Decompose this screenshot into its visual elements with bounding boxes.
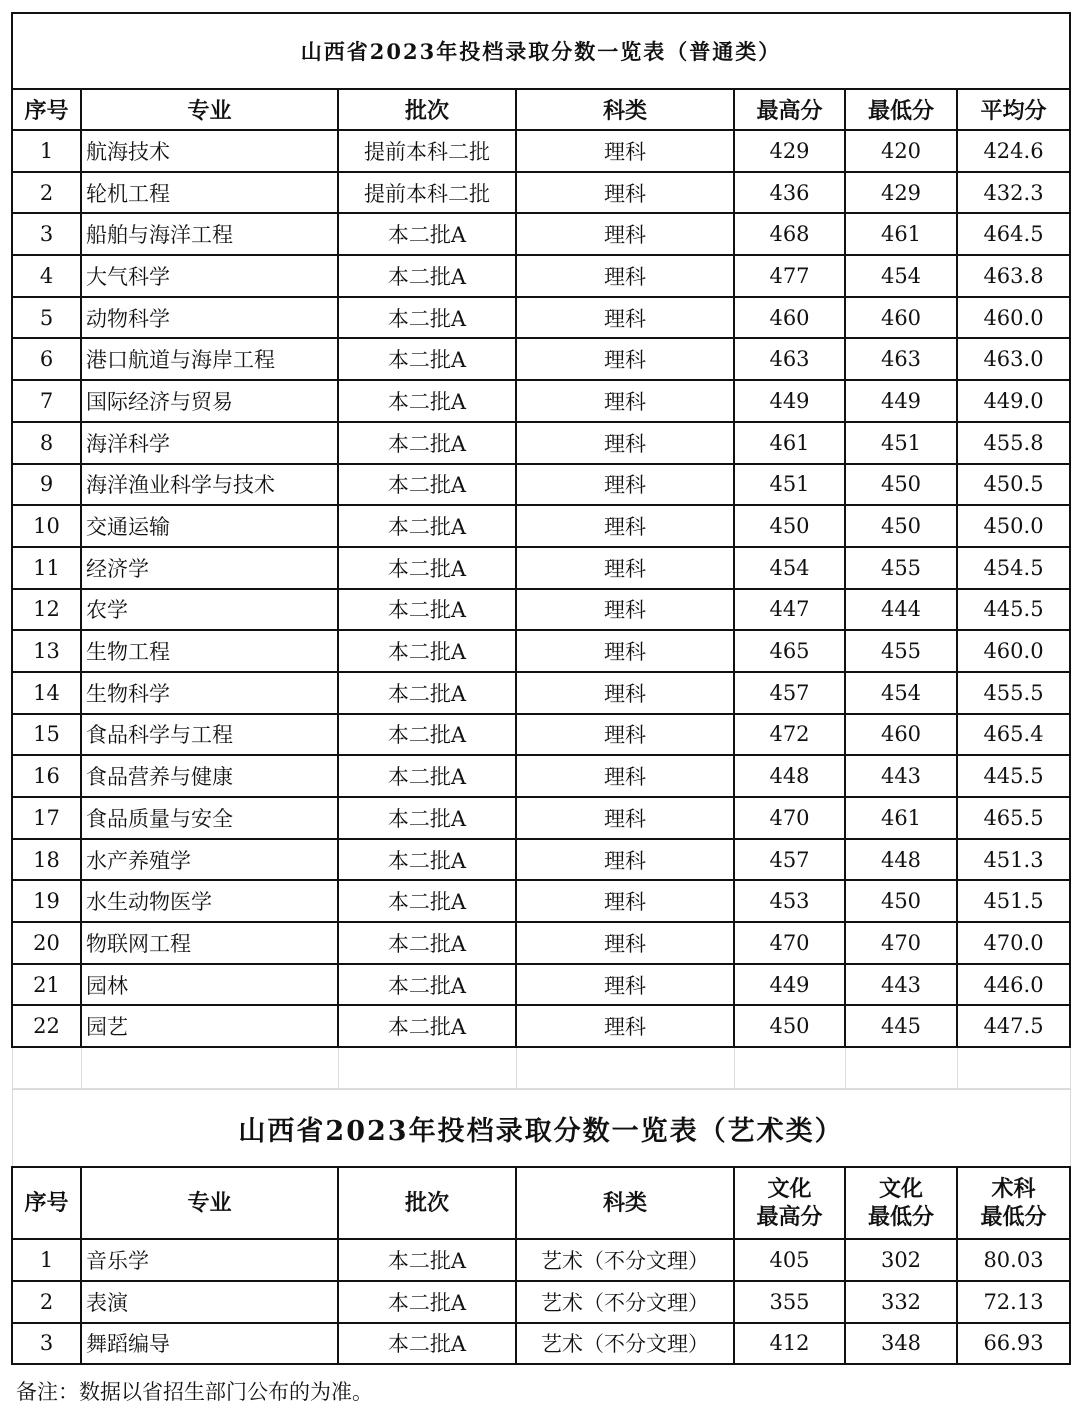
table-row [12, 797, 1070, 839]
table-cell: 461 [845, 213, 957, 255]
table-row [12, 630, 1070, 672]
table-cell: 10 [12, 505, 81, 547]
table-cell: 本二批A [338, 797, 516, 839]
table-cell: 429 [845, 172, 957, 214]
table-cell: 理科 [516, 630, 734, 672]
table-cell: 460 [734, 297, 845, 339]
table-cell: 424.6 [957, 130, 1070, 172]
table-row [12, 922, 1070, 964]
table-cell: 理科 [516, 505, 734, 547]
spreadsheet [11, 12, 1069, 1365]
table-cell: 本二批A [338, 672, 516, 714]
table-cell: 水产养殖学 [81, 839, 338, 881]
table-row [12, 380, 1070, 422]
table-cell: 理科 [516, 714, 734, 756]
table-cell: 水生动物医学 [81, 880, 338, 922]
table-row [12, 464, 1070, 506]
table-cell: 470.0 [957, 922, 1070, 964]
table-cell: 经济学 [81, 547, 338, 589]
table-row [12, 880, 1070, 922]
table-cell: 理科 [516, 1005, 734, 1047]
table-cell: 交通运输 [81, 505, 338, 547]
column-header: 科类 [516, 1167, 734, 1239]
table-cell: 17 [12, 797, 81, 839]
table-row [12, 1323, 1070, 1365]
table-cell: 455 [845, 630, 957, 672]
table-cell: 454 [734, 547, 845, 589]
table-cell: 432.3 [957, 172, 1070, 214]
table-cell: 450.5 [957, 464, 1070, 506]
table-cell: 465.5 [957, 797, 1070, 839]
table-cell: 本二批A [338, 1281, 516, 1323]
table-cell: 本二批A [338, 255, 516, 297]
column-header: 科类 [516, 89, 734, 130]
table-cell: 332 [845, 1281, 957, 1323]
table-cell: 理科 [516, 839, 734, 881]
table-row [12, 297, 1070, 339]
table-cell: 460.0 [957, 630, 1070, 672]
table-cell: 本二批A [338, 505, 516, 547]
table-cell: 理科 [516, 922, 734, 964]
table-cell: 2 [12, 172, 81, 214]
table-cell: 理科 [516, 589, 734, 631]
table-cell: 405 [734, 1239, 845, 1281]
art-score-table [11, 1089, 1071, 1365]
table-cell: 艺术（不分文理） [516, 1281, 734, 1323]
table-cell: 轮机工程 [81, 172, 338, 214]
table-header-row [12, 89, 1070, 130]
table-cell: 460 [845, 297, 957, 339]
table-cell: 470 [734, 922, 845, 964]
table-cell: 355 [734, 1281, 845, 1323]
table-cell: 理科 [516, 547, 734, 589]
table-cell: 本二批A [338, 922, 516, 964]
table-cell: 8 [12, 422, 81, 464]
table-cell: 本二批A [338, 714, 516, 756]
table-cell: 457 [734, 672, 845, 714]
table-cell: 3 [12, 213, 81, 255]
table-cell: 动物科学 [81, 297, 338, 339]
table-cell: 470 [845, 922, 957, 964]
spacer-row [12, 1047, 1070, 1089]
table-row [12, 547, 1070, 589]
table-cell: 463.0 [957, 338, 1070, 380]
column-header: 最低分 [845, 89, 957, 130]
table-cell: 理科 [516, 672, 734, 714]
table-cell: 食品营养与健康 [81, 755, 338, 797]
table-cell: 302 [845, 1239, 957, 1281]
table-cell: 463.8 [957, 255, 1070, 297]
column-header: 平均分 [957, 89, 1070, 130]
table-cell: 454 [845, 672, 957, 714]
table-cell: 提前本科二批 [338, 130, 516, 172]
table-cell: 理科 [516, 380, 734, 422]
table-cell: 理科 [516, 880, 734, 922]
column-header: 术科 最低分 [957, 1167, 1070, 1239]
table-cell: 429 [734, 130, 845, 172]
table-cell: 451.3 [957, 839, 1070, 881]
general-score-table [11, 12, 1071, 1089]
table-cell: 445 [845, 1005, 957, 1047]
table-cell: 449 [845, 380, 957, 422]
table-cell: 445.5 [957, 589, 1070, 631]
table-header-row [12, 1167, 1070, 1239]
table-cell: 7 [12, 380, 81, 422]
table-cell: 海洋渔业科学与技术 [81, 464, 338, 506]
column-header: 序号 [12, 1167, 81, 1239]
table-cell: 生物科学 [81, 672, 338, 714]
table-cell: 451.5 [957, 880, 1070, 922]
table-cell: 理科 [516, 338, 734, 380]
table-row [12, 964, 1070, 1006]
table-cell: 468 [734, 213, 845, 255]
table-cell: 450 [845, 880, 957, 922]
table-cell: 13 [12, 630, 81, 672]
table-cell: 理科 [516, 797, 734, 839]
table-cell: 本二批A [338, 630, 516, 672]
column-header: 文化 最高分 [734, 1167, 845, 1239]
table-cell: 449 [734, 964, 845, 1006]
table-row [12, 672, 1070, 714]
table-cell: 451 [734, 464, 845, 506]
table-row [12, 422, 1070, 464]
table-cell: 6 [12, 338, 81, 380]
table-cell: 436 [734, 172, 845, 214]
table-cell: 提前本科二批 [338, 172, 516, 214]
table-row [12, 714, 1070, 756]
table-row [12, 172, 1070, 214]
table-row [12, 1005, 1070, 1047]
column-header: 文化 最低分 [845, 1167, 957, 1239]
column-header: 最高分 [734, 89, 845, 130]
table-cell: 465.4 [957, 714, 1070, 756]
table-cell: 本二批A [338, 297, 516, 339]
table-cell: 444 [845, 589, 957, 631]
table-cell: 本二批A [338, 589, 516, 631]
table-row [12, 1281, 1070, 1323]
table-cell: 448 [734, 755, 845, 797]
table-cell: 461 [845, 797, 957, 839]
table-row [12, 130, 1070, 172]
table-cell: 本二批A [338, 338, 516, 380]
table-cell: 449 [734, 380, 845, 422]
table-cell: 本二批A [338, 547, 516, 589]
table-cell: 理科 [516, 130, 734, 172]
table-cell: 大气科学 [81, 255, 338, 297]
table-cell: 18 [12, 839, 81, 881]
table-cell: 1 [12, 1239, 81, 1281]
table-cell: 国际经济与贸易 [81, 380, 338, 422]
table-cell: 4 [12, 255, 81, 297]
table-cell: 港口航道与海岸工程 [81, 338, 338, 380]
table-row [12, 1239, 1070, 1281]
table-row [12, 505, 1070, 547]
table-cell: 本二批A [338, 880, 516, 922]
table-cell: 1 [12, 130, 81, 172]
table-cell: 15 [12, 714, 81, 756]
table-cell: 80.03 [957, 1239, 1070, 1281]
table-cell: 本二批A [338, 213, 516, 255]
table-cell: 本二批A [338, 964, 516, 1006]
table-cell: 食品质量与安全 [81, 797, 338, 839]
table-cell: 348 [845, 1323, 957, 1365]
table-cell: 443 [845, 964, 957, 1006]
table-cell: 9 [12, 464, 81, 506]
table-cell: 450.0 [957, 505, 1070, 547]
table-row [12, 255, 1070, 297]
table-cell: 艺术（不分文理） [516, 1323, 734, 1365]
table-cell: 22 [12, 1005, 81, 1047]
table-cell: 472 [734, 714, 845, 756]
table-cell: 449.0 [957, 380, 1070, 422]
table-cell: 理科 [516, 255, 734, 297]
table-cell: 园林 [81, 964, 338, 1006]
table-cell: 本二批A [338, 464, 516, 506]
table-cell: 448 [845, 839, 957, 881]
table-cell: 理科 [516, 213, 734, 255]
table-cell: 447.5 [957, 1005, 1070, 1047]
table-cell: 457 [734, 839, 845, 881]
table-cell: 本二批A [338, 1323, 516, 1365]
table-cell: 72.13 [957, 1281, 1070, 1323]
table-row [12, 589, 1070, 631]
table-cell: 海洋科学 [81, 422, 338, 464]
table-cell: 16 [12, 755, 81, 797]
table-cell: 理科 [516, 964, 734, 1006]
table-cell: 船舶与海洋工程 [81, 213, 338, 255]
column-header: 批次 [338, 1167, 516, 1239]
table-cell: 农学 [81, 589, 338, 631]
table-row [12, 839, 1070, 881]
table-cell: 本二批A [338, 1005, 516, 1047]
table-row [12, 338, 1070, 380]
table-cell: 460.0 [957, 297, 1070, 339]
table-cell: 生物工程 [81, 630, 338, 672]
table-cell: 食品科学与工程 [81, 714, 338, 756]
table-cell: 450 [734, 505, 845, 547]
column-header: 专业 [81, 89, 338, 130]
table-cell: 455.5 [957, 672, 1070, 714]
table-cell: 艺术（不分文理） [516, 1239, 734, 1281]
column-header: 批次 [338, 89, 516, 130]
table-cell: 450 [845, 505, 957, 547]
table-cell: 455.8 [957, 422, 1070, 464]
table-cell: 412 [734, 1323, 845, 1365]
table-cell: 表演 [81, 1281, 338, 1323]
table-cell: 454.5 [957, 547, 1070, 589]
table-cell: 470 [734, 797, 845, 839]
table-cell: 航海技术 [81, 130, 338, 172]
table-cell: 20 [12, 922, 81, 964]
footnote: 备注：数据以省招生部门公布的为准。 [16, 1380, 373, 1404]
table-cell: 464.5 [957, 213, 1070, 255]
table-row [12, 213, 1070, 255]
table-cell: 477 [734, 255, 845, 297]
table-cell: 本二批A [338, 380, 516, 422]
table-cell: 461 [734, 422, 845, 464]
table-cell: 本二批A [338, 1239, 516, 1281]
table-cell: 音乐学 [81, 1239, 338, 1281]
table-cell: 460 [845, 714, 957, 756]
table-cell: 446.0 [957, 964, 1070, 1006]
table-cell: 11 [12, 547, 81, 589]
table-cell: 463 [845, 338, 957, 380]
general-table-title: 山西省2023年投档录取分数一览表（普通类） [12, 13, 1070, 89]
table-cell: 450 [845, 464, 957, 506]
table-cell: 舞蹈编导 [81, 1323, 338, 1365]
table-cell: 12 [12, 589, 81, 631]
column-header: 序号 [12, 89, 81, 130]
table-cell: 理科 [516, 172, 734, 214]
table-cell: 453 [734, 880, 845, 922]
table-cell: 463 [734, 338, 845, 380]
table-cell: 450 [734, 1005, 845, 1047]
table-cell: 2 [12, 1281, 81, 1323]
table-cell: 21 [12, 964, 81, 1006]
table-cell: 420 [845, 130, 957, 172]
table-cell: 物联网工程 [81, 922, 338, 964]
table-cell: 19 [12, 880, 81, 922]
table-cell: 本二批A [338, 422, 516, 464]
table-row [12, 755, 1070, 797]
table-cell: 14 [12, 672, 81, 714]
table-cell: 理科 [516, 297, 734, 339]
table-cell: 447 [734, 589, 845, 631]
table-cell: 465 [734, 630, 845, 672]
table-cell: 本二批A [338, 839, 516, 881]
table-cell: 理科 [516, 755, 734, 797]
table-cell: 455 [845, 547, 957, 589]
table-cell: 443 [845, 755, 957, 797]
table-cell: 66.93 [957, 1323, 1070, 1365]
table-cell: 454 [845, 255, 957, 297]
table-cell: 5 [12, 297, 81, 339]
column-header: 专业 [81, 1167, 338, 1239]
table-cell: 3 [12, 1323, 81, 1365]
table-cell: 445.5 [957, 755, 1070, 797]
art-table-title: 山西省2023年投档录取分数一览表（艺术类） [12, 1090, 1070, 1168]
table-cell: 本二批A [338, 755, 516, 797]
table-cell: 理科 [516, 422, 734, 464]
table-cell: 园艺 [81, 1005, 338, 1047]
table-cell: 451 [845, 422, 957, 464]
table-cell: 理科 [516, 464, 734, 506]
